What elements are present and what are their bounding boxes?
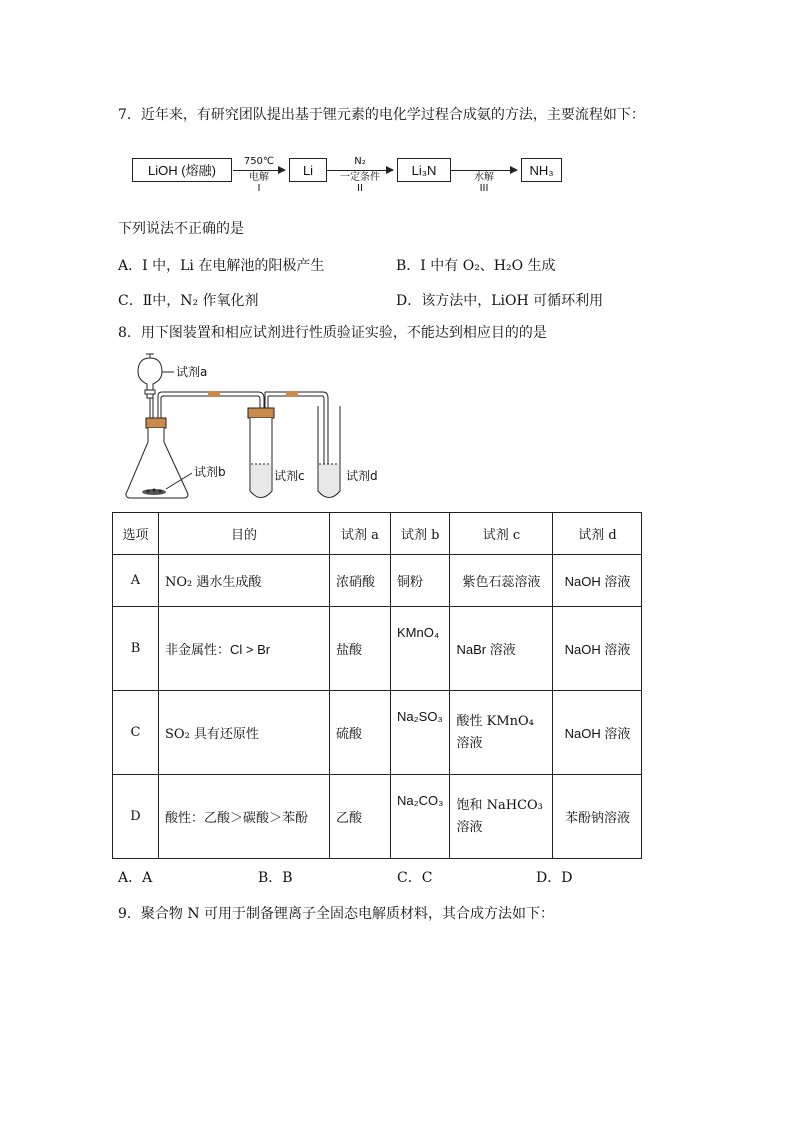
table-cell-reagent-b: Na₂CO₃ <box>391 775 450 859</box>
table-cell-reagent-b: 铜粉 <box>391 555 450 607</box>
table-cell-reagent-c: NaBr 溶液 <box>450 607 553 691</box>
table-cell-reagent-c: 紫色石蕊溶液 <box>450 555 553 607</box>
table-header-cell: 试剂 c <box>450 513 553 555</box>
flow-arrow-2-condition: 一定条件 <box>340 172 380 183</box>
q8-answer-c[interactable]: C．C <box>397 870 433 886</box>
flow-arrow-2-reagent: N₂ <box>354 156 366 167</box>
flow-box-li3n: Li₃N <box>397 158 451 182</box>
table-cell-reagent-d: NaOH 溶液 <box>553 607 642 691</box>
table-header-cell: 试剂 b <box>391 513 450 555</box>
label-reagent-c: 试剂c <box>274 469 305 483</box>
table-cell-option: D <box>113 775 159 859</box>
q8-answer-b[interactable]: B．B <box>258 870 293 886</box>
flow-arrow-2 <box>327 170 393 171</box>
q7-stem: 7．近年来，有研究团队提出基于锂元素的电化学过程合成氨的方法，主要流程如下： <box>118 107 645 123</box>
table-row <box>113 607 642 691</box>
table-cell-purpose: 非金属性：Cl > Br <box>159 607 330 691</box>
q8-stem: 8．用下图装置和相应试剂进行性质验证实验，不能达到相应目的的是 <box>118 325 547 341</box>
label-reagent-d: 试剂d <box>346 469 378 483</box>
table-cell-option: A <box>113 555 159 607</box>
q7-option-b[interactable]: B．I 中有 O₂、H₂O 生成 <box>396 258 556 274</box>
q8-options-table <box>112 512 642 859</box>
flow-arrow-3 <box>451 170 517 171</box>
table-row <box>113 775 642 859</box>
table-cell-reagent-a: 硫酸 <box>330 691 391 775</box>
table-cell-reagent-c: 饱和 NaHCO₃ 溶液 <box>450 775 553 859</box>
label-reagent-a: 试剂a <box>176 365 208 379</box>
q7-option-d[interactable]: D．该方法中，LiOH 可循环利用 <box>396 293 604 309</box>
table-cell-reagent-d: 苯酚钠溶液 <box>553 775 642 859</box>
table-cell-option: B <box>113 607 159 691</box>
flow-arrow-1-step: I <box>257 183 261 194</box>
table-row <box>113 555 642 607</box>
q7-option-a[interactable]: A．I 中，Li 在电解池的阳极产生 <box>118 258 325 274</box>
table-cell-reagent-a: 浓硝酸 <box>330 555 391 607</box>
table-cell-option: C <box>113 691 159 775</box>
flow-arrow-3-process: 水解 <box>474 172 494 183</box>
table-cell-reagent-a: 乙酸 <box>330 775 391 859</box>
flow-box-li: Li <box>289 158 327 182</box>
flow-arrow-1 <box>233 170 285 171</box>
table-cell-purpose: SO₂ 具有还原性 <box>159 691 330 775</box>
table-cell-reagent-d: NaOH 溶液 <box>553 555 642 607</box>
q9-stem: 9．聚合物 N 可用于制备锂离子全固态电解质材料，其合成方法如下： <box>118 906 555 922</box>
flow-box-lioh: LiOH (熔融) <box>132 158 232 182</box>
conical-flask <box>126 418 188 498</box>
flow-box-nh3: NH₃ <box>521 158 562 182</box>
table-cell-purpose: NO₂ 遇水生成酸 <box>159 555 330 607</box>
table-header-cell: 试剂 d <box>553 513 642 555</box>
table-cell-reagent-b: KMnO₄ <box>391 607 450 691</box>
table-header-row <box>113 513 642 555</box>
table-cell-reagent-b: Na₂SO₃ <box>391 691 450 775</box>
flow-arrow-3-step: III <box>479 183 489 194</box>
table-header-cell: 选项 <box>113 513 159 555</box>
flow-arrow-2-step: II <box>357 183 363 194</box>
table-row <box>113 691 642 775</box>
q7-option-c[interactable]: C．Ⅱ中，N₂ 作氧化剂 <box>118 293 259 309</box>
test-tube-d <box>318 392 340 498</box>
apparatus-diagram <box>118 346 398 506</box>
table-cell-reagent-c: 酸性 KMnO₄ 溶液 <box>450 691 553 775</box>
table-cell-purpose: 酸性：乙酸＞碳酸＞苯酚 <box>159 775 330 859</box>
label-reagent-b: 试剂b <box>194 465 226 479</box>
q8-answer-a[interactable]: A．A <box>118 870 153 886</box>
q8-answer-d[interactable]: D．D <box>536 870 573 886</box>
table-cell-reagent-d: NaOH 溶液 <box>553 691 642 775</box>
flow-arrow-1-process: 电解 <box>249 172 269 183</box>
table-header-cell: 试剂 a <box>330 513 391 555</box>
table-header-cell: 目的 <box>159 513 330 555</box>
q7-prompt: 下列说法不正确的是 <box>118 221 244 237</box>
table-cell-reagent-a: 盐酸 <box>330 607 391 691</box>
flow-arrow-1-condition: 750℃ <box>243 156 275 167</box>
